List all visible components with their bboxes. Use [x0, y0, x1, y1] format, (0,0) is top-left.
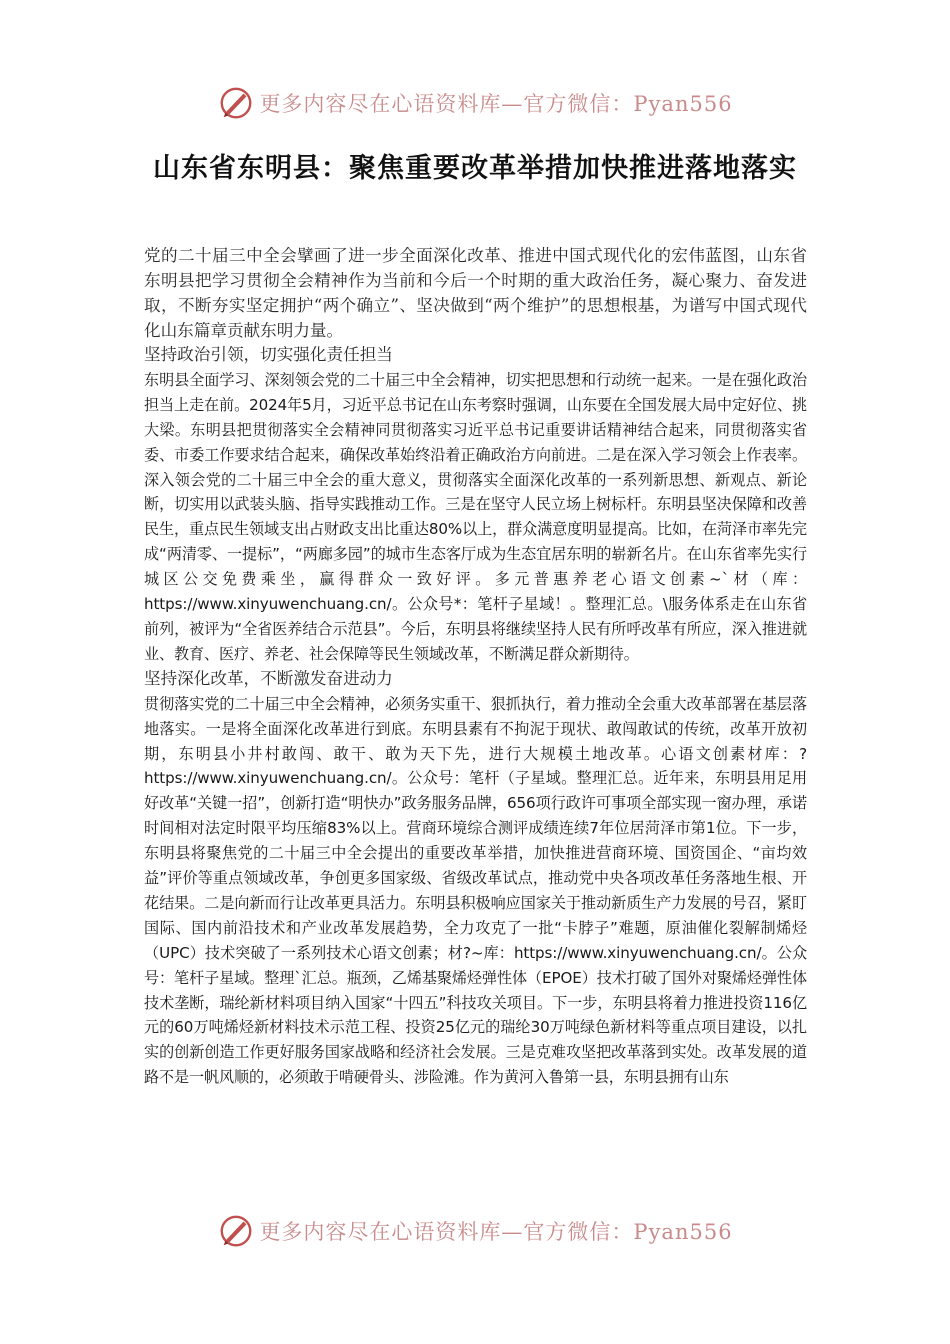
footer-watermark-banner: [0, 1208, 950, 1254]
watermark-text: 更多内容尽在心语资料库—官方微信：Pyan556: [259, 92, 733, 116]
pen-circle-logo-icon: [217, 84, 255, 122]
document-body: [144, 243, 807, 1090]
section-paragraph-deepen-reform: 贯彻落实党的二十届三中全会精神，必须务实重干、狠抓执行，着力推动全会重大改革部署在基层落地落实。一是将全面深化改革进行到底。东明县素有不拘泥于现状、敢闯敢试的传统，改革开放初期，东明县小井村敢闯、敢干、敢为天下先，进行大规模土地改革。心语文创素材库：?https://www.xinyuwenchuang.cn/。公众号：笔杆（子星域。整理汇总。近年来，东明县用足用好改革“关键一招”，创新打造“明快办”政务服务品牌，656项行政许可事项全部实现一窗办理，承诺时间相对法定时限平均压缩83%以上。营商环境综合测评成绩连续7年位居菏泽市第1位。下一步，东明县将聚焦党的二十届三中全会提出的重要改革举措，加快推进营商环境、国资国企、“亩均效益”评价等重点领域改革，争创更多国家级、省级改革试点，推动党中央各项改革任务落地生根、开花结果。二是向新而行让改革更具活力。东明县积极响应国家关于推动新质生产力发展的号召，紧盯国际、国内前沿技术和产业改革发展趋势，全力攻克了一批“卡脖子”难题，原油催化裂解制烯烃（UPC）技术突破了一系列技术心语文创素；材?~库：https://www.xinyuwenchuang.cn/。公众号：笔杆子星域。整理`汇总。瓶颈，乙烯基聚烯烃弹性体（EPOE）技术打破了国外对聚烯烃弹性体技术垄断，瑞纶新材料项目纳入国家“十四五”科技攻关项目。下一步，东明县将着力推进投资116亿元的60万吨烯烃新材料技术示范工程、投资25亿元的瑞纶30万吨绿色新材料等重点项目建设，以扎实的创新创造工作更好服务国家战略和经济社会发展。三是克难攻坚把改革落到实处。改革发展的道路不是一帆风顺的，必须敢于啃硬骨头、涉险滩。作为黄河入鲁第一县，东明县拥有山东: [144, 694, 807, 1087]
lead-paragraph: 党的二十届三中全会擘画了进一步全面深化改革、推进中国式现代化的宏伟蓝图，山东省东明县把学习贯彻全会精神作为当前和今后一个时期的重大政治任务，凝心聚力、奋发进取，不断夯实坚定拥护“两个确立”、坚决做到“两个维护”的思想根基，为谱写中国式现代化山东篇章贡献东明力量。: [144, 246, 807, 340]
section-heading-political-leadership: 坚持政治引领，切实强化责任担当: [144, 345, 393, 364]
section-heading-deepen-reform: 坚持深化改革，不断激发奋进动力: [144, 668, 393, 688]
document-title: 山东省东明县：聚焦重要改革举措加快推进落地落实: [153, 153, 797, 184]
pen-circle-logo-icon: [217, 1212, 255, 1250]
section-paragraph-political-leadership: 东明县全面学习、深刻领会党的二十届三中全会精神，切实把思想和行动统一起来。一是在强化政治担当上走在前。2024年5月，习近平总书记在山东考察时强调，山东要在全国发展大局中定好位、挑大梁。东明县把贯彻落实全会精神同贯彻落实习近平总书记重要讲话精神结合起来，同贯彻落实省委、市委工作要求结合起来，确保改革始终沿着正确政治方向前进。二是在深入学习领会上作表率。深入领会党的二十届三中全会的重大意义，贯彻落实全面深化改革的一系列新思想、新观点、新论断，切实用以武装头脑、指导实践推动工作。三是在坚守人民立场上树标杆。东明县坚决保障和改善民生，重点民生领域支出占财政支出比重达80%以上，群众满意度明显提高。比如，在菏泽市率先完成“两清零、一提标”，“两廊多园”的城市生态客厅成为生态宜居东明的崭新名片。在山东省率先实行城区公交免费乘坐，赢得群众一致好评。多元普惠养老心语文创素~`材（库：https://www.xinyuwenchuang.cn/。公众号*：笔杆子星域！。整理汇总。\服务体系走在山东省前列，被评为“全省医养结合示范县”。今后，东明县将继续坚持人民有所呼改革有所应，深入推进就业、教育、医疗、养老、社会保障等民生领域改革，不断满足群众新期待。: [144, 370, 807, 663]
watermark-text: 更多内容尽在心语资料库—官方微信：Pyan556: [259, 1220, 733, 1244]
header-watermark-banner: [0, 80, 950, 126]
